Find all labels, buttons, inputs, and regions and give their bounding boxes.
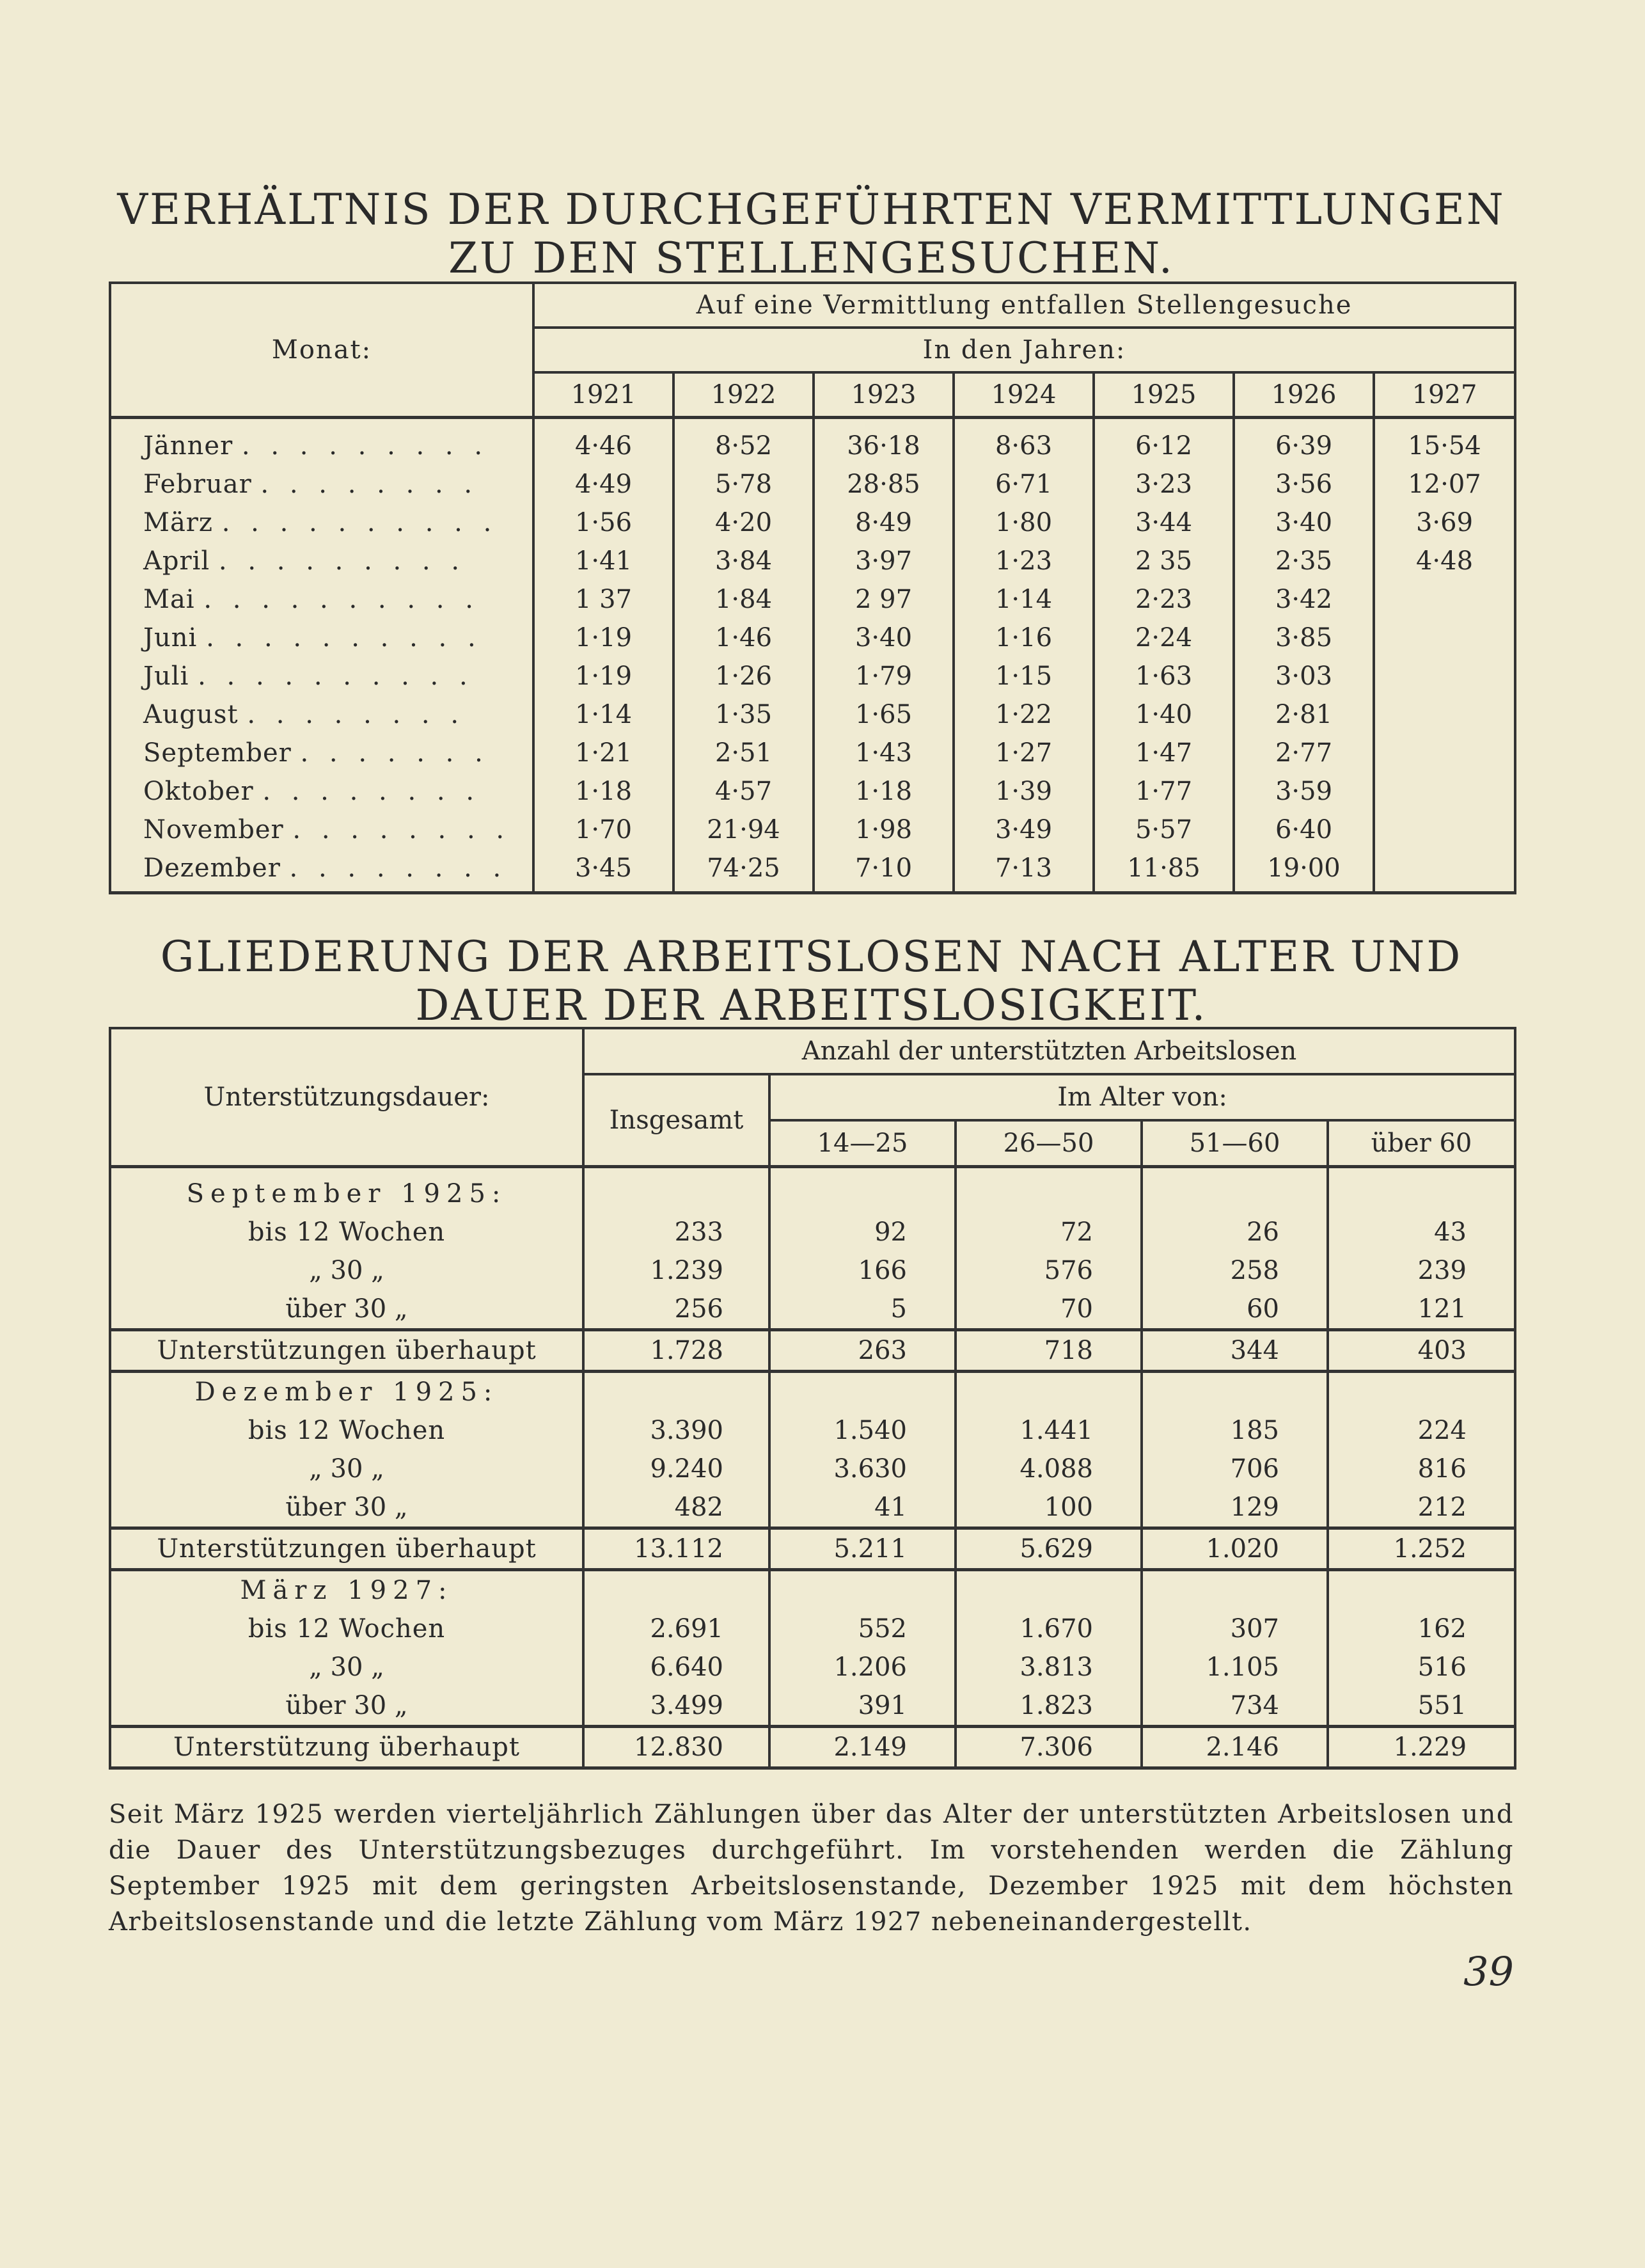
total-value: 344 — [1142, 1330, 1328, 1372]
value-cell: 482 — [583, 1488, 769, 1528]
month-label: Oktober — [143, 777, 254, 806]
alter-header: Im Alter von: — [769, 1074, 1515, 1120]
value-cell: 36·18 — [814, 418, 954, 466]
value-cell: 4·48 — [1374, 542, 1515, 580]
total-value: 1.252 — [1328, 1528, 1515, 1570]
value-cell: 212 — [1328, 1488, 1515, 1528]
value-cell: 1.540 — [769, 1411, 956, 1450]
total-value: 403 — [1328, 1330, 1515, 1372]
value-cell: 2·23 — [1094, 580, 1234, 619]
anzahl-header: Anzahl der unterstützten Arbeitslosen — [583, 1028, 1515, 1074]
value-cell: 28·85 — [814, 465, 954, 504]
value-cell: 21·94 — [673, 811, 814, 849]
value-cell: 2·51 — [673, 734, 814, 772]
value-cell — [1374, 811, 1515, 849]
section-heading: September 1925: — [110, 1167, 583, 1214]
month-label: März — [143, 508, 213, 537]
value-cell: 1·46 — [673, 619, 814, 657]
value-cell: 3·59 — [1234, 772, 1374, 811]
value-cell: 239 — [1328, 1251, 1515, 1290]
value-cell: 734 — [1142, 1686, 1328, 1727]
table-row — [110, 811, 1515, 849]
empty-cell — [583, 1167, 769, 1214]
section-heading: Dezember 1925: — [110, 1372, 583, 1412]
dot-leader: . . . . . . . — [300, 738, 489, 768]
value-cell: 70 — [956, 1290, 1142, 1330]
duration-label: bis 12 Wochen — [110, 1411, 583, 1450]
value-cell: 60 — [1142, 1290, 1328, 1330]
value-cell: 8·63 — [954, 418, 1094, 466]
table-row — [110, 657, 1515, 695]
value-cell: 4·20 — [673, 504, 814, 542]
value-cell: 121 — [1328, 1290, 1515, 1330]
value-cell: 516 — [1328, 1648, 1515, 1686]
month-cell — [110, 849, 533, 893]
value-cell: 1·16 — [954, 619, 1094, 657]
value-cell: 3·40 — [814, 619, 954, 657]
value-cell: 6·71 — [954, 465, 1094, 504]
value-cell: 92 — [769, 1213, 956, 1251]
placement-ratio-table — [109, 282, 1516, 894]
dot-leader: . . . . . . . . . — [218, 546, 466, 576]
value-cell: 185 — [1142, 1411, 1328, 1450]
value-cell: 1·18 — [533, 772, 673, 811]
value-cell: 8·49 — [814, 504, 954, 542]
month-cell — [110, 580, 533, 619]
value-cell: 1·35 — [673, 695, 814, 734]
month-label: April — [143, 546, 210, 576]
age-group-header: 51—60 — [1142, 1120, 1328, 1167]
duration-label: „ 30 „ — [110, 1450, 583, 1488]
month-label: Februar — [143, 470, 252, 499]
table-row — [110, 619, 1515, 657]
value-cell: 162 — [1328, 1610, 1515, 1648]
empty-cell — [1328, 1167, 1515, 1214]
empty-cell — [956, 1167, 1142, 1214]
month-label: September — [143, 738, 292, 768]
dot-leader: . . . . . . . . . . — [206, 623, 482, 653]
month-label: Juli — [143, 662, 189, 691]
table-row — [110, 580, 1515, 619]
value-cell: 6·12 — [1094, 418, 1234, 466]
value-cell: 6·40 — [1234, 811, 1374, 849]
value-cell — [1374, 849, 1515, 893]
table1-title: VERHÄLTNIS DER DURCHGEFÜHRTEN VERMITTLUNGEN ZU DEN STELLENGESUCHEN. — [117, 185, 1506, 283]
empty-cell — [769, 1167, 956, 1214]
table2-header — [110, 1028, 1515, 1167]
value-cell: 224 — [1328, 1411, 1515, 1450]
value-cell: 1·84 — [673, 580, 814, 619]
value-cell: 2·77 — [1234, 734, 1374, 772]
value-cell: 3·84 — [673, 542, 814, 580]
dot-leader: . . . . . . . . . . — [203, 585, 480, 614]
insgesamt-header: Insgesamt — [583, 1074, 769, 1167]
section-heading-row — [110, 1167, 1515, 1214]
month-cell — [110, 811, 533, 849]
section-heading-row — [110, 1570, 1515, 1610]
value-cell: 307 — [1142, 1610, 1328, 1648]
total-value: 5.211 — [769, 1528, 956, 1570]
value-cell: 816 — [1328, 1450, 1515, 1488]
dot-leader: . . . . . . . . . . — [198, 662, 474, 691]
duration-label: über 30 „ — [110, 1488, 583, 1528]
dauer-header: Unterstützungsdauer: — [110, 1028, 583, 1167]
value-cell: 1.239 — [583, 1251, 769, 1290]
value-cell: 5·57 — [1094, 811, 1234, 849]
year-header: 1922 — [673, 372, 814, 418]
empty-cell — [769, 1570, 956, 1610]
duration-label: bis 12 Wochen — [110, 1213, 583, 1251]
total-row — [110, 1330, 1515, 1372]
empty-cell — [1328, 1372, 1515, 1412]
value-cell: 3·03 — [1234, 657, 1374, 695]
value-cell: 1·65 — [814, 695, 954, 734]
value-cell: 1·27 — [954, 734, 1094, 772]
value-cell: 1·23 — [954, 542, 1094, 580]
total-value: 13.112 — [583, 1528, 769, 1570]
value-cell: 100 — [956, 1488, 1142, 1528]
dot-leader: . . . . . . . . — [262, 777, 481, 806]
value-cell — [1374, 619, 1515, 657]
value-cell: 1·79 — [814, 657, 954, 695]
section-heading-row — [110, 1372, 1515, 1412]
table-row — [110, 1488, 1515, 1528]
month-cell — [110, 695, 533, 734]
duration-label: „ 30 „ — [110, 1251, 583, 1290]
value-cell: 1·15 — [954, 657, 1094, 695]
table-row — [110, 504, 1515, 542]
value-cell: 1.206 — [769, 1648, 956, 1686]
value-cell: 129 — [1142, 1488, 1328, 1528]
value-cell: 1.441 — [956, 1411, 1142, 1450]
month-label: Dezember — [143, 853, 281, 883]
value-cell: 15·54 — [1374, 418, 1515, 466]
month-label: November — [143, 815, 284, 845]
value-cell: 3.499 — [583, 1686, 769, 1727]
empty-cell — [1142, 1570, 1328, 1610]
dot-leader: . . . . . . . . . . — [221, 508, 498, 537]
table-row — [110, 1648, 1515, 1686]
value-cell: 74·25 — [673, 849, 814, 893]
value-cell: 1·43 — [814, 734, 954, 772]
duration-label: bis 12 Wochen — [110, 1610, 583, 1648]
empty-cell — [1328, 1570, 1515, 1610]
value-cell: 1·98 — [814, 811, 954, 849]
empty-cell — [956, 1570, 1142, 1610]
age-group-header: 14—25 — [769, 1120, 956, 1167]
dot-leader: . . . . . . . . — [289, 853, 508, 883]
value-cell: 3.813 — [956, 1648, 1142, 1686]
value-cell: 1.670 — [956, 1610, 1142, 1648]
value-cell: 1.823 — [956, 1686, 1142, 1727]
year-header: 1927 — [1374, 372, 1515, 418]
value-cell: 12·07 — [1374, 465, 1515, 504]
value-cell: 233 — [583, 1213, 769, 1251]
value-cell: 2 97 — [814, 580, 954, 619]
value-cell: 1·41 — [533, 542, 673, 580]
total-value: 718 — [956, 1330, 1142, 1372]
value-cell: 576 — [956, 1251, 1142, 1290]
value-cell: 2·24 — [1094, 619, 1234, 657]
value-cell: 1·80 — [954, 504, 1094, 542]
value-cell: 3·42 — [1234, 580, 1374, 619]
value-cell: 551 — [1328, 1686, 1515, 1727]
value-cell: 4.088 — [956, 1450, 1142, 1488]
table-row — [110, 465, 1515, 504]
value-cell: 552 — [769, 1610, 956, 1648]
empty-cell — [1142, 1372, 1328, 1412]
table-row — [110, 1686, 1515, 1727]
value-cell — [1374, 695, 1515, 734]
value-cell: 1·63 — [1094, 657, 1234, 695]
total-row — [110, 1528, 1515, 1570]
footnote-paragraph: Seit März 1925 werden vierteljährlich Zählungen über das Alter der unterstützten Arbeitslosen und die Dauer des Unterstützungsbezuges durchgeführt. Im vorstehenden werden die Zählung September 1925 mit dem geringsten Arbeitslosenstande, Dezember 1925 mit dem höchsten Arbeitslosenstande und die letzte Zählung vom März 1927 nebeneinandergestellt. — [109, 1800, 1514, 1937]
empty-cell — [583, 1372, 769, 1412]
value-cell: 1·47 — [1094, 734, 1234, 772]
month-label: Jänner — [143, 431, 233, 461]
dot-leader: . . . . . . . . — [260, 470, 479, 499]
table-row — [110, 695, 1515, 734]
value-cell: 4·46 — [533, 418, 673, 466]
unemployed-age-duration-table — [109, 1027, 1516, 1770]
month-label: August — [143, 700, 239, 729]
value-cell: 1·19 — [533, 619, 673, 657]
value-cell: 26 — [1142, 1213, 1328, 1251]
value-cell: 2 35 — [1094, 542, 1234, 580]
value-cell: 258 — [1142, 1251, 1328, 1290]
value-cell: 2.691 — [583, 1610, 769, 1648]
table-row — [110, 1411, 1515, 1450]
total-value: 7.306 — [956, 1727, 1142, 1768]
value-cell: 6·39 — [1234, 418, 1374, 466]
value-cell: 1·56 — [533, 504, 673, 542]
value-cell: 7·13 — [954, 849, 1094, 893]
table-row — [110, 1251, 1515, 1290]
value-cell: 5·78 — [673, 465, 814, 504]
value-cell: 1.105 — [1142, 1648, 1328, 1686]
value-cell: 3·85 — [1234, 619, 1374, 657]
value-cell: 3·56 — [1234, 465, 1374, 504]
value-cell: 2·35 — [1234, 542, 1374, 580]
years-subheader: In den Jahren: — [533, 328, 1515, 372]
total-label: Unterstützungen überhaupt — [110, 1330, 583, 1372]
table-row — [110, 1450, 1515, 1488]
value-cell — [1374, 580, 1515, 619]
value-cell: 9.240 — [583, 1450, 769, 1488]
value-cell: 3·49 — [954, 811, 1094, 849]
monat-header: Monat: — [110, 283, 533, 418]
value-cell: 11·85 — [1094, 849, 1234, 893]
total-value: 12.830 — [583, 1727, 769, 1768]
empty-cell — [583, 1570, 769, 1610]
value-cell: 1·22 — [954, 695, 1094, 734]
total-label: Unterstützung überhaupt — [110, 1727, 583, 1768]
table1-header — [110, 283, 1515, 418]
duration-label: „ 30 „ — [110, 1648, 583, 1686]
dot-leader: . . . . . . . . — [292, 815, 511, 845]
month-label: Juni — [143, 623, 198, 653]
year-header: 1923 — [814, 372, 954, 418]
value-cell: 1·21 — [533, 734, 673, 772]
value-cell: 1·39 — [954, 772, 1094, 811]
value-cell: 1·14 — [954, 580, 1094, 619]
month-cell — [110, 619, 533, 657]
group-header: Auf eine Vermittlung entfallen Stellengesuche — [533, 283, 1515, 328]
month-label: Mai — [143, 585, 195, 614]
month-cell — [110, 504, 533, 542]
year-header: 1925 — [1094, 372, 1234, 418]
total-value: 1.229 — [1328, 1727, 1515, 1768]
year-header: 1926 — [1234, 372, 1374, 418]
page-number: 39 — [1463, 1948, 1514, 1995]
value-cell: 3.390 — [583, 1411, 769, 1450]
month-cell — [110, 465, 533, 504]
value-cell: 41 — [769, 1488, 956, 1528]
year-header: 1924 — [954, 372, 1094, 418]
value-cell: 4·57 — [673, 772, 814, 811]
value-cell: 166 — [769, 1251, 956, 1290]
duration-label: über 30 „ — [110, 1686, 583, 1727]
value-cell: 256 — [583, 1290, 769, 1330]
section-heading: März 1927: — [110, 1570, 583, 1610]
total-value: 5.629 — [956, 1528, 1142, 1570]
total-label: Unterstützungen überhaupt — [110, 1528, 583, 1570]
value-cell: 1 37 — [533, 580, 673, 619]
value-cell: 3·45 — [533, 849, 673, 893]
value-cell: 1·19 — [533, 657, 673, 695]
dot-leader: . . . . . . . . . — [241, 431, 489, 461]
value-cell: 3·69 — [1374, 504, 1515, 542]
value-cell: 1·40 — [1094, 695, 1234, 734]
age-group-header: 26—50 — [956, 1120, 1142, 1167]
value-cell: 1·18 — [814, 772, 954, 811]
value-cell: 3·97 — [814, 542, 954, 580]
age-group-header: über 60 — [1328, 1120, 1515, 1167]
table-row — [110, 542, 1515, 580]
empty-cell — [769, 1372, 956, 1412]
empty-cell — [956, 1372, 1142, 1412]
value-cell — [1374, 772, 1515, 811]
value-cell: 1·70 — [533, 811, 673, 849]
value-cell: 706 — [1142, 1450, 1328, 1488]
table-row — [110, 849, 1515, 893]
value-cell: 5 — [769, 1290, 956, 1330]
table-row — [110, 772, 1515, 811]
value-cell: 3·23 — [1094, 465, 1234, 504]
total-value: 263 — [769, 1330, 956, 1372]
total-value: 1.020 — [1142, 1528, 1328, 1570]
value-cell: 43 — [1328, 1213, 1515, 1251]
month-cell — [110, 772, 533, 811]
table1-body — [110, 418, 1515, 893]
total-value: 2.149 — [769, 1727, 956, 1768]
dot-leader: . . . . . . . . — [247, 700, 466, 729]
month-cell — [110, 542, 533, 580]
table2-body — [110, 1167, 1515, 1768]
month-cell — [110, 734, 533, 772]
value-cell: 19·00 — [1234, 849, 1374, 893]
value-cell: 1·77 — [1094, 772, 1234, 811]
duration-label: über 30 „ — [110, 1290, 583, 1330]
total-value: 2.146 — [1142, 1727, 1328, 1768]
value-cell — [1374, 734, 1515, 772]
total-row — [110, 1727, 1515, 1768]
value-cell: 8·52 — [673, 418, 814, 466]
value-cell: 1·14 — [533, 695, 673, 734]
value-cell: 3.630 — [769, 1450, 956, 1488]
value-cell: 3·40 — [1234, 504, 1374, 542]
table-row — [110, 1213, 1515, 1251]
value-cell: 72 — [956, 1213, 1142, 1251]
value-cell: 1·26 — [673, 657, 814, 695]
table-row — [110, 418, 1515, 466]
value-cell: 3·44 — [1094, 504, 1234, 542]
table-row — [110, 1290, 1515, 1330]
value-cell: 6.640 — [583, 1648, 769, 1686]
year-header: 1921 — [533, 372, 673, 418]
value-cell: 7·10 — [814, 849, 954, 893]
month-cell — [110, 418, 533, 466]
month-cell — [110, 657, 533, 695]
value-cell — [1374, 657, 1515, 695]
total-value: 1.728 — [583, 1330, 769, 1372]
value-cell: 2·81 — [1234, 695, 1374, 734]
value-cell: 4·49 — [533, 465, 673, 504]
table-row — [110, 1610, 1515, 1648]
table2-title: GLIEDERUNG DER ARBEITSLOSEN NACH ALTER UND DAUER DER ARBEITSLOSIGKEIT. — [160, 932, 1463, 1030]
table-row — [110, 734, 1515, 772]
value-cell: 391 — [769, 1686, 956, 1727]
empty-cell — [1142, 1167, 1328, 1214]
